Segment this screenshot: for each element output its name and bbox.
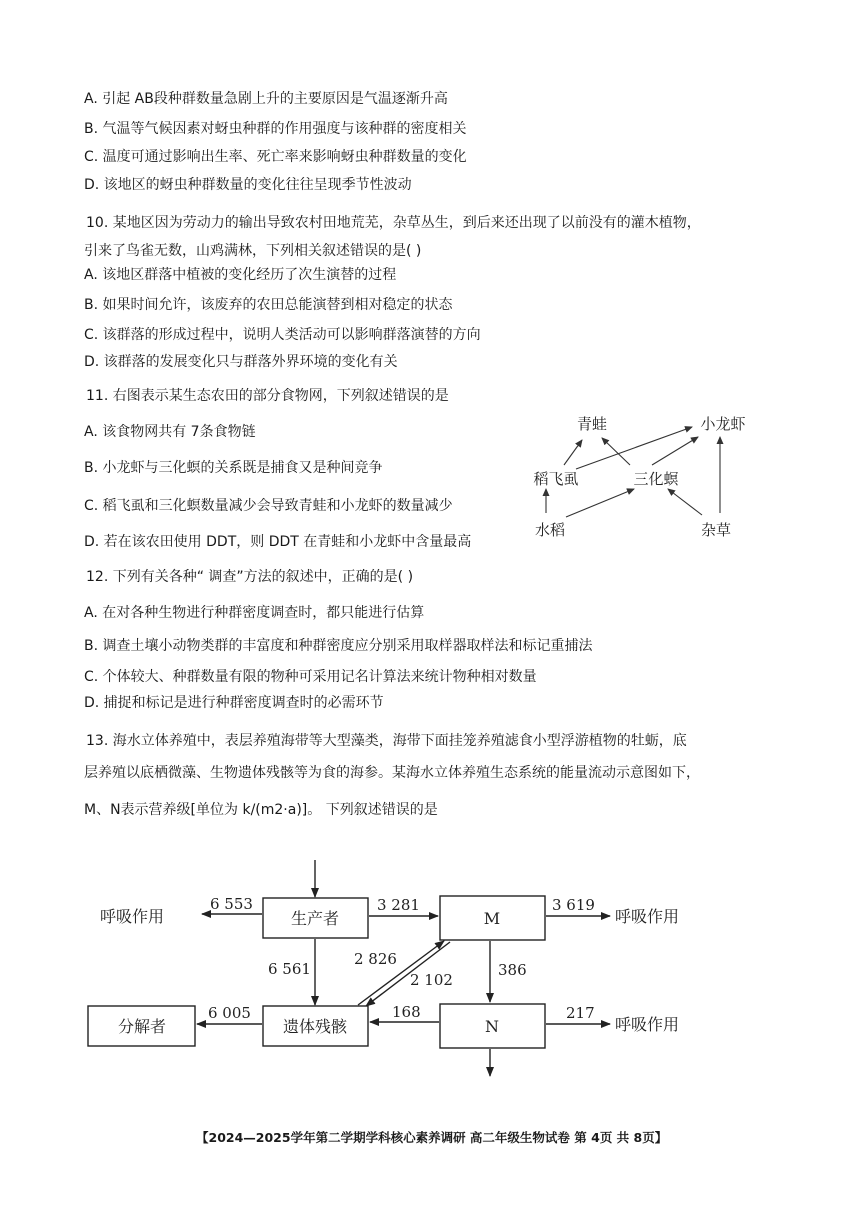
page-footer: 【2024—2025学年第二学期学科核心素养调研 高二年级生物试卷 第 4页 共 8页】	[196, 1130, 668, 1145]
label-producer: 生产者	[290, 909, 340, 928]
arrow-weed-borer	[668, 489, 702, 515]
food-web-diagram	[520, 405, 760, 550]
q12-option-b: B. 调查土壤小动物类群的丰富度和种群密度应分别采用取样器取样法和标记重捕法	[84, 638, 593, 654]
q13-stem-line1: 13. 海水立体养殖中，表层养殖海带等大型藻类，海带下面挂笼养殖滤食小型浮游植物的牡蛎，底	[86, 733, 687, 749]
q13-stem-line2: 层养殖以底栖微藻、生物遗体残骸等为食的海参。某海水立体养殖生态系统的能量流动示意图如下，	[84, 765, 700, 781]
value-m-resp: 3 619	[552, 896, 595, 914]
value-m-remains: 2 102	[410, 971, 453, 989]
label-remains: 遗体残骸	[282, 1017, 348, 1036]
q10-option-d: D. 该群落的发展变化只与群落外界环境的变化有关	[84, 354, 398, 370]
q12-option-d: D. 捕捉和标记是进行种群密度调查时的必需环节	[84, 695, 384, 711]
node-planthopper: 稻飞虱	[533, 470, 579, 488]
label-respiration-left: 呼吸作用	[100, 907, 165, 926]
label-respiration-m: 呼吸作用	[615, 907, 680, 926]
q9-option-b: B. 气温等气候因素对蚜虫种群的作用强度与该种群的密度相关	[84, 121, 467, 137]
q10-option-a: A. 该地区群落中植被的变化经历了次生演替的过程	[84, 267, 397, 283]
value-n-remains: 168	[392, 1003, 421, 1021]
value-remains-decomposer: 6 005	[208, 1004, 251, 1022]
node-weed: 杂草	[700, 521, 732, 539]
arrow-planthopper-crayfish	[576, 427, 692, 469]
energy-flow-diagram	[80, 850, 740, 1085]
value-producer-remains: 6 561	[268, 960, 311, 978]
q10-option-b: B. 如果时间允许，该废弃的农田总能演替到相对稳定的状态	[84, 297, 453, 313]
q12-option-c: C. 个体较大、种群数量有限的物种可采用记名计算法来统计物种相对数量	[84, 669, 537, 685]
arrow-planthopper-frog	[564, 440, 582, 465]
value-m-n: 386	[498, 961, 527, 979]
q12-stem: 12. 下列有关各种“ 调查”方法的叙述中，正确的是( )	[86, 569, 414, 585]
value-n-resp: 217	[566, 1004, 595, 1022]
q11-stem: 11. 右图表示某生态农田的部分食物网，下列叙述错误的是	[86, 388, 449, 404]
arrow-borer-crayfish	[652, 437, 698, 465]
value-producer-m: 3 281	[377, 896, 420, 914]
label-n: N	[485, 1017, 499, 1036]
node-frog: 青蛙	[576, 415, 608, 433]
value-producer-resp: 6 553	[210, 895, 253, 913]
q10-stem-line1: 10. 某地区因为劳动力的输出导致农村田地荒芜，杂草丛生，到后来还出现了以前没有的灌木植物，	[86, 215, 701, 231]
q9-option-a: A. 引起 AB段种群数量急剧上升的主要原因是气温逐渐升高	[84, 91, 448, 107]
q10-stem-line2: 引来了鸟雀无数，山鸡满林，下列相关叙述错误的是( )	[84, 243, 422, 259]
label-decomposer: 分解者	[117, 1017, 167, 1036]
arrow-rice-borer	[566, 489, 634, 517]
q10-option-c: C. 该群落的形成过程中，说明人类活动可以影响群落演替的方向	[84, 327, 481, 343]
label-respiration-n: 呼吸作用	[615, 1015, 680, 1034]
node-borer: 三化螟	[633, 470, 679, 488]
q13-stem-line3: M、N表示营养级[单位为 k/(m2·a)]。 下列叙述错误的是	[84, 802, 438, 818]
node-rice: 水稻	[534, 521, 566, 539]
q12-option-a: A. 在对各种生物进行种群密度调查时，都只能进行估算	[84, 605, 425, 621]
node-crayfish: 小龙虾	[700, 415, 746, 433]
q11-option-d: D. 若在该农田使用 DDT，则 DDT 在青蛙和小龙虾中含量最高	[84, 534, 472, 550]
q11-option-c: C. 稻飞虱和三化螟数量减少会导致青蛙和小龙虾的数量减少	[84, 498, 453, 514]
q11-option-b: B. 小龙虾与三化螟的关系既是捕食又是种间竞争	[84, 460, 383, 476]
label-m: M	[483, 909, 501, 928]
q11-option-a: A. 该食物网共有 7条食物链	[84, 424, 256, 440]
q9-option-d: D. 该地区的蚜虫种群数量的变化往往呈现季节性波动	[84, 177, 412, 193]
value-remains-m: 2 826	[354, 950, 397, 968]
q9-option-c: C. 温度可通过影响出生率、死亡率来影响蚜虫种群数量的变化	[84, 149, 467, 165]
